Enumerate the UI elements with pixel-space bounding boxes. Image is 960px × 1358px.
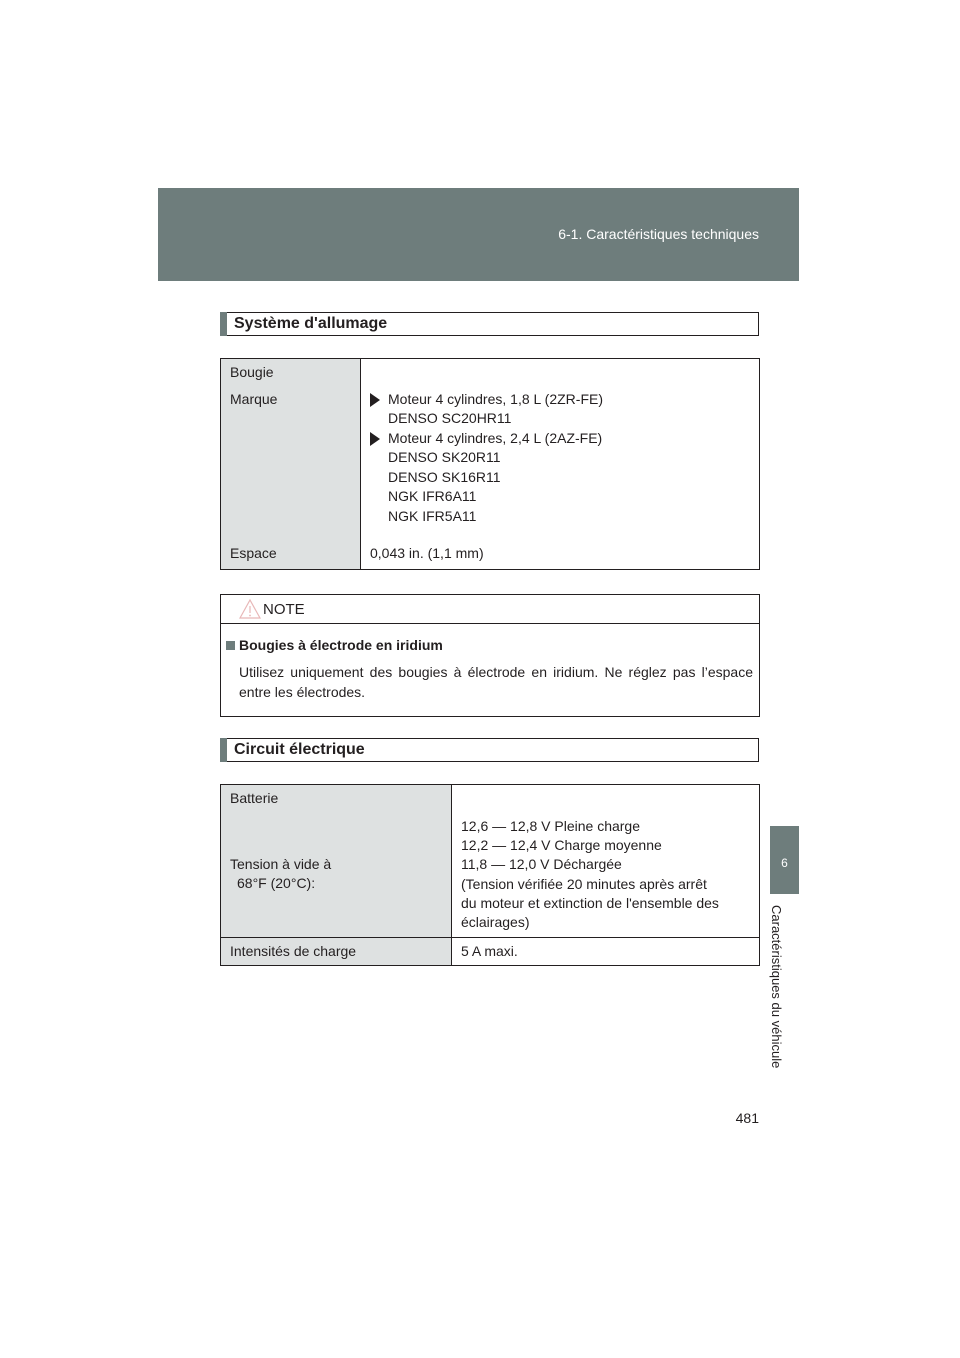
marque-label: Marque bbox=[230, 391, 278, 407]
section-heading-electrical-text: Circuit électrique bbox=[234, 741, 365, 758]
heading-bar bbox=[220, 738, 227, 762]
triangle-bullet-icon bbox=[370, 432, 380, 446]
engine-2-plug: DENSO SK16R11 bbox=[388, 469, 501, 485]
square-bullet-icon bbox=[226, 641, 235, 650]
note-subtitle: Bougies à électrode en iridium bbox=[239, 637, 443, 653]
chapter-side-label-text: Caractéristiques du véhicule bbox=[769, 905, 784, 1069]
engine-2-item bbox=[388, 430, 602, 446]
bougie-label: Bougie bbox=[230, 364, 274, 380]
tension-note: éclairages) bbox=[461, 914, 530, 930]
electrical-spec-table bbox=[220, 784, 760, 966]
page-number: 481 bbox=[735, 1110, 759, 1126]
header-band bbox=[158, 188, 799, 281]
engine-1-plug: DENSO SC20HR11 bbox=[388, 410, 512, 426]
note-body: Utilisez uniquement des bougies à électrode en iridium. Ne réglez pas l’espace entre les électrodes. bbox=[239, 664, 753, 700]
section-heading-ignition-text: Système d'allumage bbox=[234, 315, 388, 332]
engine-2-plug: DENSO SK20R11 bbox=[388, 449, 501, 465]
tension-value: 12,6 — 12,8 V Pleine charge bbox=[461, 818, 641, 834]
intensite-value: 5 A maxi. bbox=[461, 943, 518, 959]
note-title: NOTE bbox=[263, 601, 305, 618]
tension-value: 12,2 — 12,4 V Charge moyenne bbox=[461, 837, 662, 853]
ignition-spec-table bbox=[220, 358, 760, 570]
engine-1-label: Moteur 4 cylindres, 1,8 L (2ZR-FE) bbox=[388, 391, 603, 407]
header-title: 6-1. Caractéristiques techniques bbox=[558, 226, 759, 242]
row-divider bbox=[221, 937, 759, 938]
tension-label-line1: Tension à vide à bbox=[230, 856, 332, 872]
tension-note: du moteur et extinction de l'ensemble des bbox=[461, 895, 719, 911]
engine-2-plug: NGK IFR5A11 bbox=[388, 508, 477, 524]
triangle-bullet-icon bbox=[370, 393, 380, 407]
espace-value: 0,043 in. (1,1 mm) bbox=[370, 545, 484, 561]
tension-note: (Tension vérifiée 20 minutes après arrêt bbox=[461, 876, 707, 892]
chapter-side-label bbox=[770, 905, 799, 1090]
engine-1-item bbox=[388, 391, 603, 407]
chapter-tab-number: 6 bbox=[781, 856, 788, 870]
batterie-label: Batterie bbox=[230, 790, 279, 806]
note-header bbox=[221, 595, 759, 624]
warning-icon bbox=[239, 598, 261, 620]
tension-value: 11,8 — 12,0 V Déchargée bbox=[461, 856, 622, 872]
chapter-tab bbox=[770, 826, 799, 894]
intensite-label: Intensités de charge bbox=[230, 943, 357, 959]
section-heading-ignition bbox=[220, 312, 759, 336]
tension-label-line2: 68°F (20°C): bbox=[237, 875, 316, 891]
engine-2-label: Moteur 4 cylindres, 2,4 L (2AZ-FE) bbox=[388, 430, 603, 446]
section-heading-electrical bbox=[220, 738, 759, 762]
engine-2-plug: NGK IFR6A11 bbox=[388, 488, 477, 504]
espace-label: Espace bbox=[230, 545, 277, 561]
note-box bbox=[220, 594, 760, 717]
heading-bar bbox=[220, 312, 227, 336]
